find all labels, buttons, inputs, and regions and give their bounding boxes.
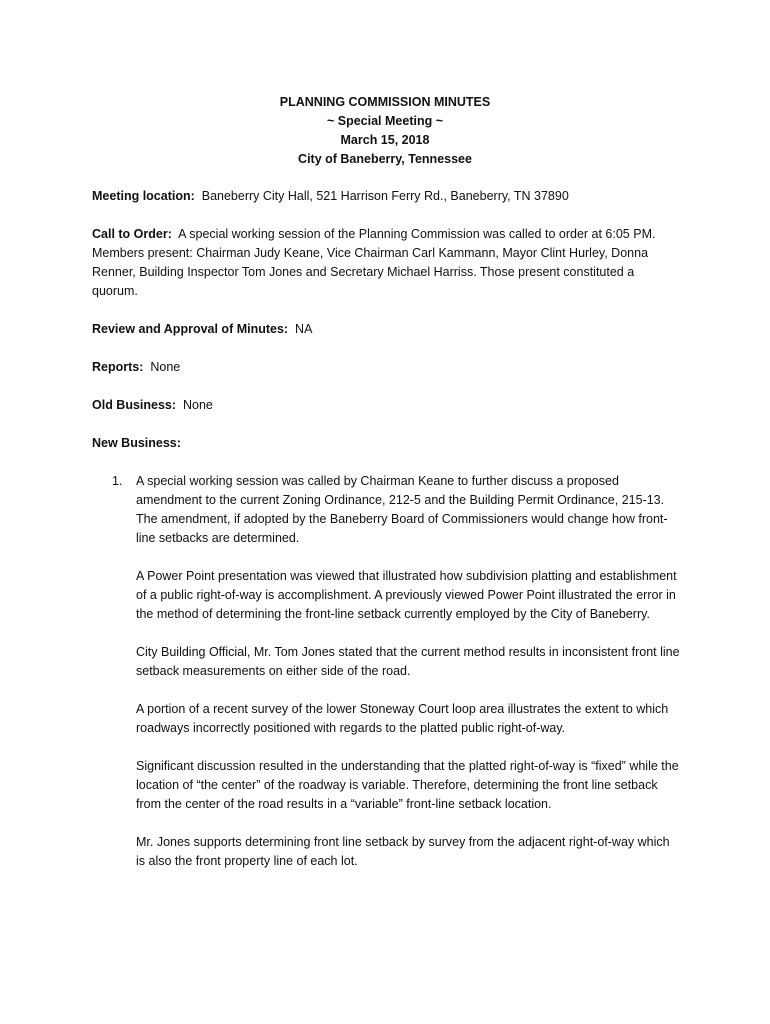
header-city: City of Baneberry, Tennessee	[298, 152, 472, 166]
list-item-paragraph: A portion of a recent survey of the lower Stoneway Court loop area illustrates the extent to which roadways incorrectly positioned with regards to the platted public right-of-way.	[136, 702, 669, 735]
document-body	[92, 187, 682, 890]
old-business-label: Old Business:	[92, 398, 177, 412]
call-to-order-section	[92, 225, 682, 301]
new-business-list	[92, 472, 682, 871]
document-header	[0, 93, 770, 169]
old-business-text: None	[183, 398, 213, 412]
list-item-paragraph: City Building Official, Mr. Tom Jones stated that the current method results in inconsistent front line setback measurements on either side of the road.	[136, 645, 680, 678]
new-business-section	[92, 434, 682, 453]
list-item-paragraph: A special working session was called by Chairman Keane to further discuss a proposed amendment to the current Zoning Ordinance, 212-5 and the Building Permit Ordinance, 215-13. The amendment, if adopted by the Baneberry Board of Commissioners would change how front-line setbacks are determined.	[136, 474, 668, 545]
header-title: PLANNING COMMISSION MINUTES	[279, 95, 491, 109]
list-item-paragraph: A Power Point presentation was viewed that illustrated how subdivision platting and establishment of a public right-of-way is accomplishment. A previously viewed Power Point illustrated the error in the method of determining the front-line setback currently employed by the City of Baneberry.	[136, 569, 677, 621]
call-to-order-text: A special working session of the Planning Commission was called to order at 6:05 PM. Members present: Chairman Judy Keane, Vice Chairman Carl Kammann, Mayor Clint Hurley, Donna Renner, Building Inspector Tom Jones and Secretary Michael Harriss. Those present constituted a quorum.	[92, 227, 656, 298]
review-minutes-label: Review and Approval of Minutes:	[92, 322, 289, 336]
meeting-location-text: Baneberry City Hall, 521 Harrison Ferry Rd., Baneberry, TN 37890	[201, 189, 569, 203]
reports-text: None	[150, 360, 181, 374]
meeting-location-section	[92, 187, 682, 206]
reports-label: Reports:	[92, 360, 144, 374]
review-minutes-text: NA	[295, 322, 313, 336]
meeting-location-label: Meeting location:	[92, 189, 195, 203]
header-meeting-type: ~ Special Meeting ~	[326, 114, 443, 128]
review-minutes-section	[92, 320, 682, 339]
old-business-section	[92, 396, 682, 415]
header-date: March 15, 2018	[340, 133, 430, 147]
list-item-number: 1.	[112, 474, 123, 488]
reports-section	[92, 358, 682, 377]
new-business-label: New Business:	[92, 436, 181, 450]
list-item-paragraph: Significant discussion resulted in the understanding that the platted right-of-way is “fixed” while the location of “the center” of the roadway is variable. Therefore, determining the front line setback from the center of the road results in a “variable” front-line setback location.	[136, 759, 679, 811]
list-item	[92, 472, 682, 871]
list-item-paragraph: Mr. Jones supports determining front line setback by survey from the adjacent right-of-way which is also the front property line of each lot.	[136, 835, 670, 868]
call-to-order-label: Call to Order:	[92, 227, 172, 241]
